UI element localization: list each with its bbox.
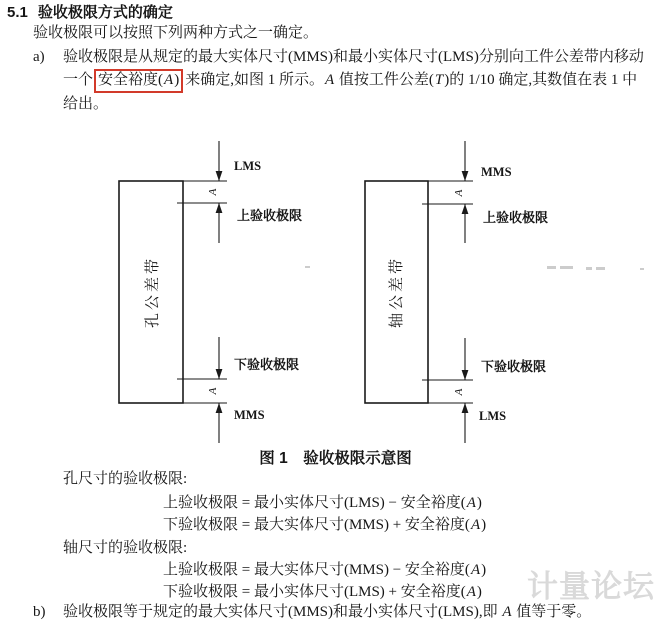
formula-variable-a: A — [466, 495, 476, 511]
hole-margin-a-lower: A — [207, 387, 219, 395]
shaft-margin-a-lower: A — [453, 388, 465, 396]
safety-margin-close-paren: ) — [174, 72, 180, 88]
formula-close-paren: ) — [476, 584, 482, 600]
shaft-zone-label: 轴公差带 — [389, 255, 405, 329]
arrow-down-icon — [462, 370, 469, 380]
arrow-down-icon — [462, 171, 469, 181]
item-b-post: 值等于零。 — [512, 604, 592, 620]
item-a-line2-mid: 来确定,如图 1 所示。 — [185, 72, 324, 88]
item-b-label: b) — [33, 604, 46, 620]
arrow-up-icon — [216, 403, 223, 413]
item-a-line1: 验收极限是从规定的最大实体尺寸(MMS)和最小实体尺寸(LMS)分别向工件公差带内移动 — [63, 49, 644, 65]
formula-variable-a: A — [470, 562, 481, 578]
intro-line: 验收极限可以按照下列两种方式之一确定。 — [33, 25, 319, 41]
variable-a: A — [324, 72, 335, 88]
item-b-pre: 验收极限等于规定的最大实体尺寸(MMS)和最小实体尺寸(LMS),即 — [63, 604, 502, 620]
item-a-label: a) — [33, 49, 45, 65]
hole-diagram — [119, 141, 302, 443]
formula-variable-a: A — [470, 517, 481, 533]
formula-close-paren: ) — [481, 562, 487, 578]
formula-shaft-upper — [163, 559, 486, 581]
section-title: 验收极限方式的确定 — [37, 4, 173, 21]
arrow-up-icon — [216, 203, 223, 213]
arrow-down-icon — [216, 369, 223, 379]
safety-margin-text: 安全裕度( — [98, 72, 164, 88]
shaft-diagram — [365, 141, 548, 443]
hole-mms-label: MMS — [234, 408, 265, 422]
hole-lms-label: LMS — [234, 159, 262, 173]
hole-margin-a-upper: A — [207, 188, 219, 196]
formula-variable-a: A — [466, 584, 476, 600]
item-a-line2-pre: 一个 — [63, 72, 94, 88]
hole-lower-limit-label: 下验收极限 — [234, 357, 300, 372]
formula-hole-lower — [163, 514, 486, 536]
arrow-up-icon — [462, 204, 469, 214]
formula-hole-upper — [163, 492, 482, 514]
section-number: 5.1 — [7, 4, 28, 21]
figure-caption: 图 1 验收极限示意图 — [259, 450, 412, 467]
formula-text: 上验收极限 = 最小实体尺寸(LMS) − 安全裕度( — [163, 495, 466, 511]
shaft-lms-label: LMS — [479, 409, 507, 423]
item-a-line3: 给出。 — [63, 96, 109, 112]
formula-text: 下验收极限 = 最大实体尺寸(MMS) + 安全裕度( — [163, 517, 470, 533]
arrow-up-icon — [462, 403, 469, 413]
shaft-lower-limit-label: 下验收极限 — [481, 359, 547, 374]
formula-text: 下验收极限 = 最小实体尺寸(LMS) + 安全裕度( — [163, 584, 466, 600]
formula-shaft-lower — [163, 581, 482, 603]
shaft-margin-a-upper: A — [453, 189, 465, 197]
shaft-upper-limit-label: 上验收极限 — [483, 210, 549, 225]
hole-zone-label: 孔公差带 — [145, 255, 161, 329]
hole-formulas-heading: 孔尺寸的验收极限: — [63, 471, 188, 487]
item-b-variable-a: A — [502, 604, 512, 620]
formula-close-paren: ) — [481, 517, 487, 533]
formula-close-paren: ) — [476, 495, 482, 511]
variable-t: T — [434, 72, 444, 88]
shaft-mms-label: MMS — [481, 165, 512, 179]
safety-margin-symbol: A — [164, 72, 174, 88]
shaft-formulas-heading: 轴尺寸的验收极限: — [63, 540, 188, 556]
item-a-line2-seg2: 值按工件公差( — [335, 72, 434, 88]
arrow-down-icon — [216, 171, 223, 181]
hole-upper-limit-label: 上验收极限 — [237, 208, 303, 223]
watermark: 计量论坛 — [527, 569, 655, 601]
item-b-text — [63, 601, 591, 620]
formula-text: 上验收极限 = 最大实体尺寸(MMS) − 安全裕度( — [163, 562, 470, 578]
item-a-line2-seg3: )的 1/10 确定,其数值在表 1 中 — [444, 72, 638, 88]
scan-artifacts — [305, 266, 644, 270]
